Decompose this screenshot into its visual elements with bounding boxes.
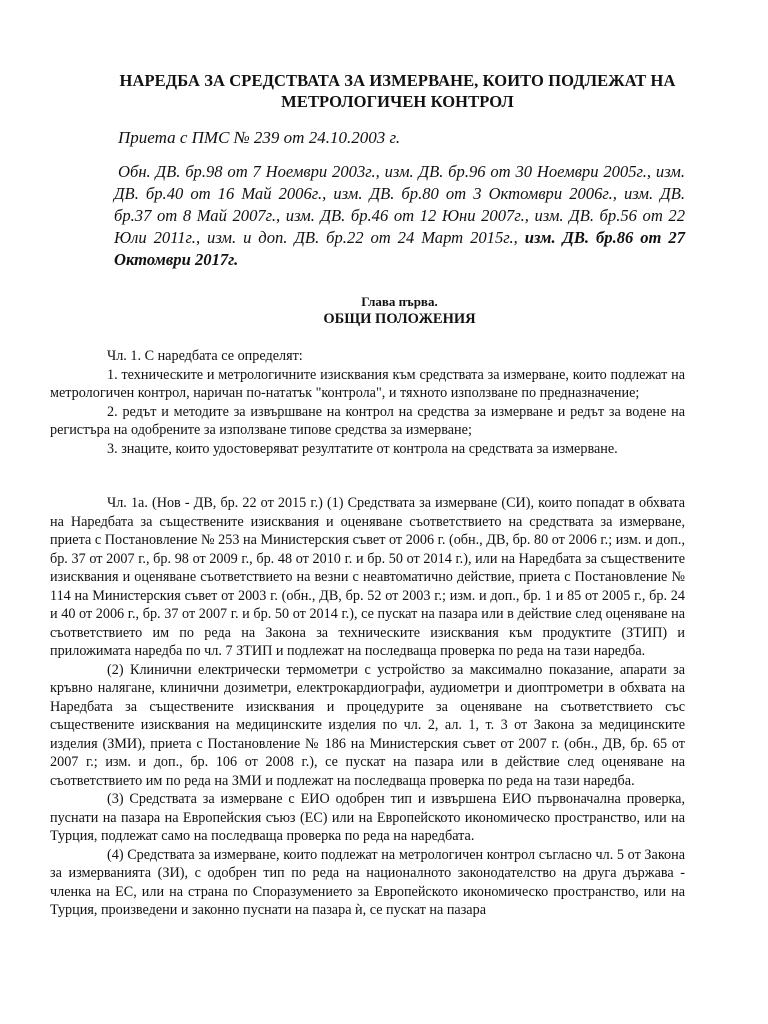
article-1-paragraph: 2. редът и методите за извършване на контрол на средства за измерване и редът за водене на регистъра на одобрените за използване типове средства за измерване; bbox=[50, 403, 685, 438]
title-line-2: МЕТРОЛОГИЧЕН КОНТРОЛ bbox=[281, 92, 514, 111]
article-1-paragraph: Чл. 1. С наредбата се определят: bbox=[107, 348, 303, 364]
title-line-1: НАРЕДБА ЗА СРЕДСТВАТА ЗА ИЗМЕРВАНЕ, КОИТО ПОДЛЕЖАТ НА bbox=[119, 71, 676, 90]
publication-history bbox=[114, 161, 685, 271]
article-1a bbox=[50, 494, 685, 920]
document-title bbox=[110, 70, 685, 112]
article-1a-paragraph: (4) Средствата за измерване, които подлежат на метрологичен контрол съгласно чл. 5 от Закона за измерванията (ЗИ), с одобрен тип по реда на националното законодателство на друга държава - членка на ЕС, или на страна по Споразумението за Европейското икономическо пространство, или на Турция, произведени и законно пуснати на пазара ѝ, се пускат на пазара bbox=[50, 846, 685, 918]
chapter-title: ОБЩИ ПОЛОЖЕНИЯ bbox=[323, 311, 476, 327]
publication-history-latest: изм. ДВ. бр.86 от 27 Октомври 2017г. bbox=[114, 228, 685, 269]
article-1 bbox=[50, 347, 685, 458]
article-1-paragraph: 1. техническите и метрологичните изисквания към средствата за измерване, които подлежат на метрологичен контрол, наричан по-нататък "контрола", и тяхното използване по предназначение; bbox=[50, 366, 685, 401]
chapter-number: Глава първа. bbox=[361, 294, 438, 309]
article-1a-paragraph: (3) Средствата за измерване с ЕИО одобрен тип и извършена ЕИО първоначална проверка, пуснати на пазара на Европейския съюз (ЕС) или на Европейското икономическо пространство, или на Турция, подлежат само на последваща проверка по реда на наредбата. bbox=[50, 791, 685, 844]
article-1-paragraph: 3. знаците, които удостоверяват резултатите от контрола на средствата за измерване. bbox=[107, 440, 618, 457]
chapter-heading bbox=[114, 293, 685, 329]
document-body bbox=[50, 347, 685, 920]
adoption-note: Приета с ПМС № 239 от 24.10.2003 г. bbox=[118, 128, 401, 147]
article-1a-paragraph: (2) Клинични електрически термометри с устройство за максимално показание, апарати за кръвно налягане, клинични дозиметри, електрокардиографи, аудиометри и диоптрометри в обхвата на Наредбата за съществените изисквания и процедурите за оценяване на съответствието със съществените изисквания на медицинските изделия по чл. 2, ал. 1, т. 3 от Закона за медицинските изделия (ЗМИ), приета с Постановление № 186 на Министерския съвет от 2007 г. (обн., ДВ, бр. 65 от 2007 г.; изм. и доп., бр. 106 от 2008 г.), се пускат на пазара или в действие след оценяване на съответствието им по реда на ЗМИ и подлежат на последваща проверка по реда на тази наредба. bbox=[50, 661, 685, 789]
publication-history-regular: Обн. ДВ. бр.98 от 7 Ноември 2003г., изм. ДВ. бр.96 от 30 Ноември 2005г., изм. ДВ. бр.40 от 16 Май 2006г., изм. ДВ. бр.80 от 3 Октомври 2006г., изм. ДВ. бр.37 от 8 Май 2007г., изм. ДВ. бр.46 от 12 Юни 2007г., изм. ДВ. бр.56 от 22 Юли 2011г., изм. и доп. ДВ. бр.22 от 24 Март 2015г., bbox=[114, 162, 685, 247]
article-1a-paragraph: Чл. 1а. (Нов - ДВ, бр. 22 от 2015 г.) (1) Средствата за измерване (СИ), които попадат в обхвата на Наредбата за съществените изисквания и оценяване съответствието на средствата за измерване, приета с Постановление № 253 на Министерския съвет от 2006 г. (обн., ДВ, бр. 80 от 2006 г.; изм. и доп., бр. 37 от 2007 г., бр. 98 от 2009 г., бр. 48 от 2010 г. и бр. 50 от 2014 г.), или на Наредбата за съществените изисквания и оценяване съответствието на везни с неавтоматично действие, приета с Постановление № 114 на Министерския съвет от 2003 г. (обн., ДВ, бр. 52 от 2003 г.; изм. и доп., бр. 1 и 85 от 2005 г., бр. 24 и 40 от 2006 г., бр. 37 от 2007 г. и бр. 50 от 2014 г.), се пускат на пазара или в действие след оценяване на съответствието им по реда на Закона за техническите изисквания към продуктите (ЗТИП) и приложимата наредба по чл. 7 ЗТИП и подлежат на последваща проверка по реда на тази наредба. bbox=[50, 495, 685, 659]
